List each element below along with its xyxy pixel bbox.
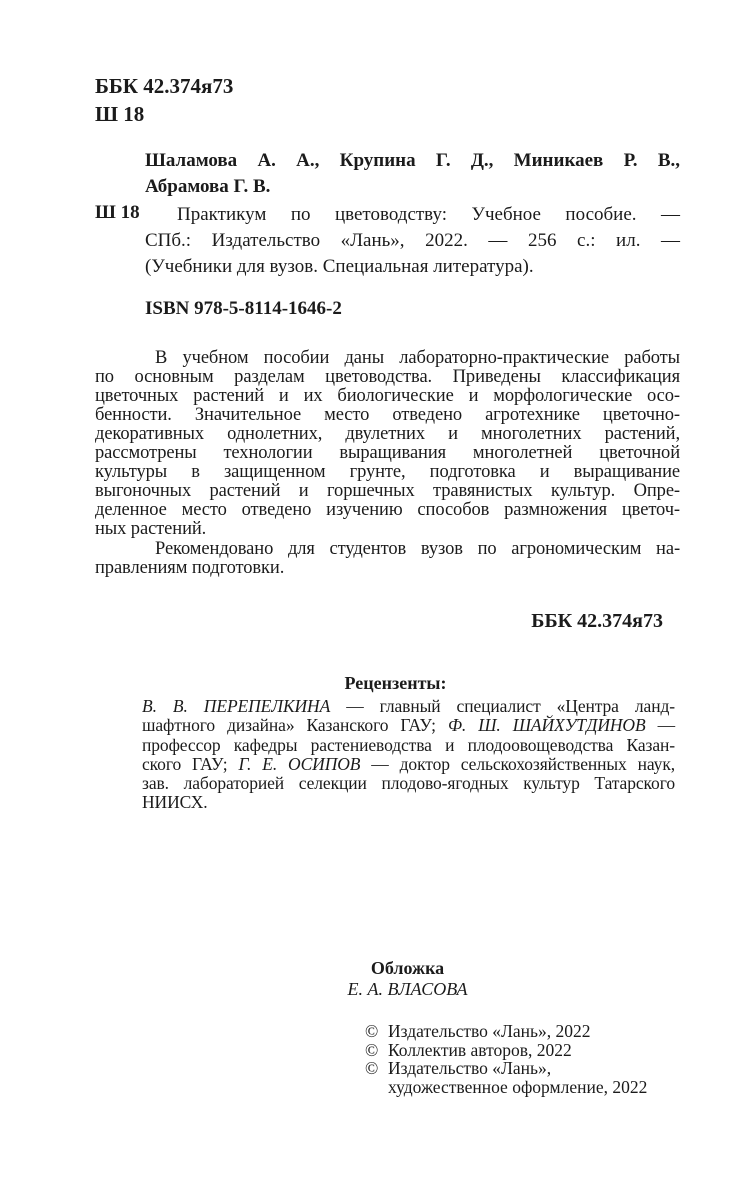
author-sign-code: Ш 18 [95,102,145,126]
annotation-line: декоративных однолетних, двулетних и многолетних растений, [95,424,680,444]
copyright-line [365,1022,647,1041]
annotation-line: В учебном пособии даны лабораторно-практические работы [155,348,680,368]
annotation-line: правлениям подготовки. [95,558,285,578]
bbk-code-top: ББК 42.374я73 [95,74,234,98]
copyright-line [365,1059,647,1078]
entry-line-2: СПб.: Издательство «Лань», 2022. — 256 с.: ил. — [145,230,680,251]
reviewers-text: — доктор сельскохозяйственных наук, [360,753,676,774]
copyright-block [365,1022,647,1096]
copyright-icon: © [365,1021,379,1041]
copyright-line [365,1041,647,1060]
isbn: ISBN 978-5-8114-1646-2 [145,298,342,319]
reviewer-name: Г. Е. ОСИПОВ [238,753,361,774]
annotation-line: деленное место отведено изучению способов размножения цветоч- [95,500,680,520]
copyright-line-continuation [365,1078,647,1097]
catalogue-entry [145,202,680,280]
copyright-text: Издательство «Лань», [388,1058,552,1078]
reviewers-line: НИИСХ. [142,792,208,813]
copyright-text: Коллектив авторов, 2022 [388,1039,572,1060]
annotation-line: Рекомендовано для студентов вузов по агрономическим на- [155,539,680,559]
reviewers-heading: Рецензенты: [344,673,447,693]
annotation-paragraph-1 [95,349,680,539]
annotation-line: культуры в защищенном грунте, подготовка и выращивание [95,462,680,482]
reviewer-name: В. В. ПЕРЕПЕЛКИНА [142,696,331,716]
reviewers-text: — главный специалист «Центра ланд- [330,696,675,716]
annotation-paragraph-2 [95,540,680,578]
cover-credit [95,958,680,1000]
catalogue-codes [95,72,233,128]
entry-author-sign: Ш 18 [95,202,140,223]
reviewers-line [142,697,675,716]
reviewer-name: Ф. Ш. ШАЙХУТДИНОВ [447,715,646,736]
copyright-icon: © [365,1058,379,1078]
cover-credit-label: Обложка [370,958,445,978]
cover-designer-name: Е. А. ВЛАСОВА [347,979,468,999]
reviewers-text: ского ГАУ; [142,753,239,774]
annotation-line: рассмотрены технологии выращивания многолетней цветочной [95,443,680,463]
reviewers-text: — [645,715,675,736]
reviewers-line: зав. лабораторией селекции плодово-ягодных культур Татарского [142,773,675,794]
bbk-code-bottom: ББК 42.374я73 [531,610,663,632]
reviewers-line [142,716,675,735]
annotation-line: цветочных растений и их биологические и морфологические осо- [95,386,680,406]
annotation-line: по основным разделам цветоводства. Приведены классификация [95,367,680,387]
annotation-line: ных растений. [95,519,207,539]
annotation-line: бенности. Значительное место отведено агротехнике цветочно- [95,405,680,425]
reviewers-line: профессор кафедры растениеводства и плодоовощеводства Казан- [142,734,675,755]
copyright-text: Издательство «Лань», 2022 [388,1021,591,1041]
copyright-icon: © [365,1039,379,1060]
copyright-text: художественное оформление, 2022 [388,1076,648,1097]
entry-line-1: Практикум по цветоводству: Учебное пособие. — [177,204,680,225]
reviewers-line [142,755,675,774]
reviewers-text: шафтного дизайна» Казанского ГАУ; [142,715,448,736]
annotation-line: выгоночных растений и горшечных травянистых культур. Опре- [95,481,680,501]
authors-block [145,148,680,200]
authors-line-1: Шаламова А. А., Крупина Г. Д., Миникаев Р. В., [145,150,680,171]
reviewers-paragraph [142,697,675,813]
authors-line-2: Абрамова Г. В. [145,176,271,197]
entry-line-3: (Учебники для вузов. Специальная литература). [145,256,534,277]
